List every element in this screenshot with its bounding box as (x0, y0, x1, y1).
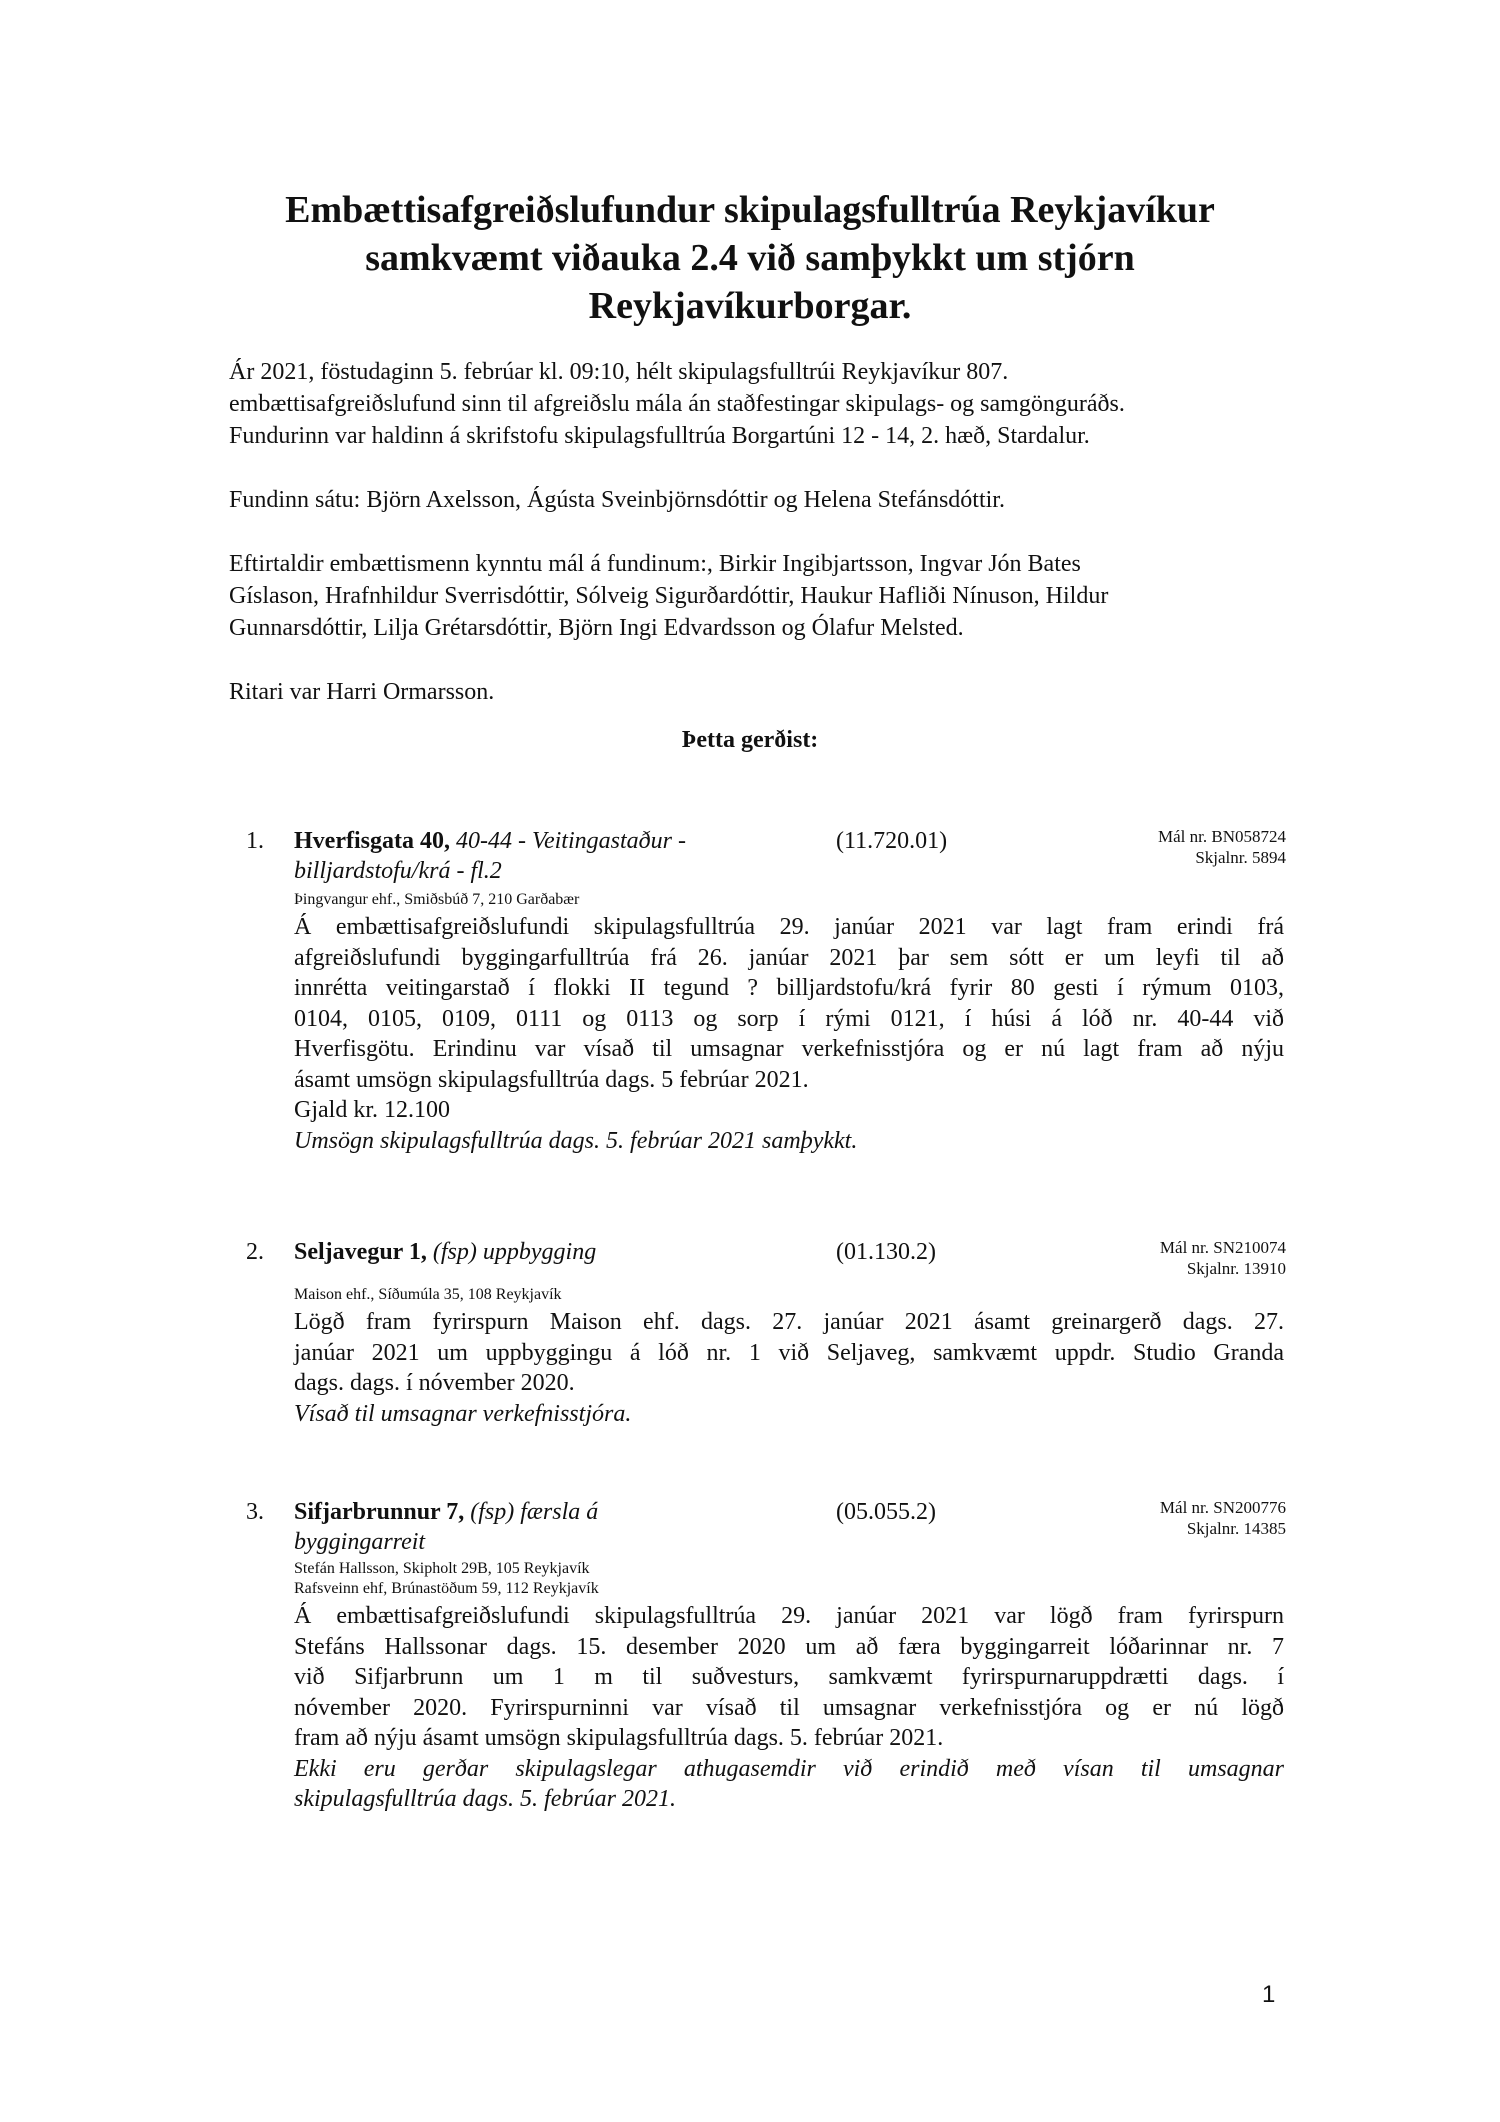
case-mal-number: Mál nr. BN058724 (1158, 827, 1286, 846)
case-skjal-number: Skjalnr. 13910 (1186, 1259, 1286, 1278)
case-subject-continued: billjardstofu/krá - fl.2 (294, 858, 502, 884)
case-applicants (294, 890, 579, 910)
case-number: 1. (246, 828, 264, 854)
case-reference (1158, 826, 1286, 868)
body-line: afgreiðslufundi byggingarfulltrúa frá 26. janúar 2021 þar sem sótt er um leyfi til að (294, 944, 1284, 971)
case-applicants (294, 1559, 599, 1599)
body-line: 0104, 0105, 0109, 0111 og 0113 og sorp í rými 0121, í húsi á lóð nr. 40-44 við (294, 1005, 1284, 1032)
attendees-paragraph (229, 484, 1289, 516)
page-number: 1 (1262, 1981, 1276, 2008)
case-reference (1160, 1237, 1286, 1279)
body-line: Á embættisafgreiðslufundi skipulagsfulltrúa 29. janúar 2021 var lögð fram fyrirspurn (294, 1603, 1284, 1629)
case-land-number: (11.720.01) (836, 828, 948, 854)
case-skjal-number: Skjalnr. 14385 (1186, 1519, 1286, 1538)
case-reference (1160, 1497, 1286, 1539)
intro-line: Fundurinn var haldinn á skrifstofu skipulagsfulltrúa Borgartúni 12 - 14, 2. hæð, Stardalur. (229, 423, 1090, 449)
case-title (294, 1237, 596, 1267)
body-line: dags. dags. í nóvember 2020. (294, 1370, 575, 1396)
case-subject: (fsp) uppbygging (432, 1239, 597, 1265)
applicant: Stefán Hallsson, Skipholt 29B, 105 Reykjavík (294, 1560, 590, 1577)
body-line: Lögð fram fyrirspurn Maison ehf. dags. 27. janúar 2021 ásamt greinargerð dags. 27. (294, 1309, 1284, 1335)
case-skjal-number: Skjalnr. 5894 (1195, 848, 1286, 867)
case-title-continued (294, 1527, 425, 1557)
applicant: Þingvangur ehf., Smiðsbúð 7, 210 Garðabær (294, 891, 580, 908)
case-title (294, 1497, 598, 1527)
title-line-1: Embættisafgreiðslufundur skipulagsfulltrúa Reykjavíkur (285, 189, 1215, 231)
body-line: ásamt umsögn skipulagsfulltrúa dags. 5 febrúar 2021. (294, 1066, 809, 1093)
case-title (294, 826, 686, 856)
case-decision: Ekki eru gerðar skipulagslegar athugasemdir við erindið með vísan til umsagnar (294, 1755, 1284, 1782)
body-line: Hverfisgötu. Erindinu var vísað til umsagnar verkefnisstjóra og er nú lagt fram að nýju (294, 1036, 1284, 1062)
title-line-2: samkvæmt viðauka 2.4 við samþykkt um stjórn (365, 237, 1135, 279)
body-line: innrétta veitingarstað í flokki II tegund ? billjardstofu/krá fyrir 80 gesti í rýmum 0103, (294, 975, 1284, 1001)
applicant: Maison ehf., Síðumúla 35, 108 Reykjavík (294, 1286, 562, 1303)
body-line: nóvember 2020. Fyrirspurninni var vísað til umsagnar verkefnisstjóra og er nú lögð (294, 1694, 1284, 1721)
case-subject-continued: byggingarreit (294, 1529, 426, 1555)
case-decision-continued: skipulagsfulltrúa dags. 5. febrúar 2021. (294, 1786, 677, 1812)
officials-line: Gíslason, Hrafnhildur Sverrisdóttir, Sólveig Sigurðardóttir, Haukur Hafliði Nínuson, Hildur (229, 583, 1109, 609)
case-decision: Vísað til umsagnar verkefnisstjóra. (294, 1400, 632, 1427)
case-decision: Umsögn skipulagsfulltrúa dags. 5. febrúar 2021 samþykkt. (294, 1127, 858, 1154)
applicant: Rafsveinn ehf, Brúnastöðum 59, 112 Reykjavík (294, 1580, 599, 1597)
intro-line: Ár 2021, föstudaginn 5. febrúar kl. 09:10, hélt skipulagsfulltrúi Reykjavíkur 807. (229, 359, 1009, 385)
case-applicants (294, 1285, 562, 1305)
body-line: Stefáns Hallssonar dags. 15. desember 2020 um að færa byggingarreit lóðarinnar nr. 7 (294, 1633, 1284, 1660)
case-land-number: (05.055.2) (836, 1499, 936, 1525)
attendees-line: Fundinn sátu: Björn Axelsson, Ágústa Sveinbjörnsdóttir og Helena Stefánsdóttir. (229, 487, 1005, 513)
case-body (294, 1601, 1284, 1815)
case-land-number: (01.130.2) (836, 1239, 936, 1265)
body-line: fram að nýju ásamt umsögn skipulagsfulltrúa dags. 5. febrúar 2021. (294, 1725, 944, 1751)
case-body (294, 912, 1284, 1156)
secretary-paragraph (229, 676, 1289, 708)
section-heading: Þetta gerðist: (681, 727, 819, 753)
case-mal-number: Mál nr. SN200776 (1159, 1498, 1286, 1517)
officials-paragraph (229, 548, 1289, 644)
case-address: Sifjarbrunnur 7, (294, 1499, 465, 1525)
document-title (200, 186, 1300, 330)
case-fee: Gjald kr. 12.100 (294, 1097, 450, 1123)
body-line: Á embættisafgreiðslufundi skipulagsfulltrúa 29. janúar 2021 var lagt fram erindi frá (294, 914, 1284, 940)
case-number: 3. (246, 1499, 264, 1525)
body-line: við Sifjarbrunn um 1 m til suðvesturs, samkvæmt fyrirspurnaruppdrætti dags. í (294, 1664, 1284, 1690)
body-line: janúar 2021 um uppbyggingu á lóð nr. 1 við Seljaveg, samkvæmt uppdr. Studio Granda (294, 1339, 1284, 1366)
secretary-line: Ritari var Harri Ormarsson. (229, 679, 495, 705)
case-address: Seljavegur 1, (294, 1239, 427, 1265)
case-mal-number: Mál nr. SN210074 (1159, 1238, 1286, 1257)
title-line-3: Reykjavíkurborgar. (588, 285, 912, 327)
case-body (294, 1307, 1284, 1429)
intro-line: embættisafgreiðslufund sinn til afgreiðslu mála án staðfestingar skipulags- og samgönguráðs. (229, 391, 1125, 417)
case-subject: (fsp) færsla á (470, 1499, 599, 1525)
case-subject: 40-44 - Veitingastaður - (455, 828, 686, 854)
case-address: Hverfisgata 40, (294, 828, 450, 854)
officials-line: Eftirtaldir embættismenn kynntu mál á fundinum:, Birkir Ingibjartsson, Ingvar Jón Bates (229, 551, 1081, 577)
case-title-continued (294, 856, 502, 886)
case-number: 2. (246, 1239, 264, 1265)
intro-paragraph (229, 356, 1289, 452)
officials-line: Gunnarsdóttir, Lilja Grétarsdóttir, Björn Ingi Edvardsson og Ólafur Melsted. (229, 615, 964, 641)
